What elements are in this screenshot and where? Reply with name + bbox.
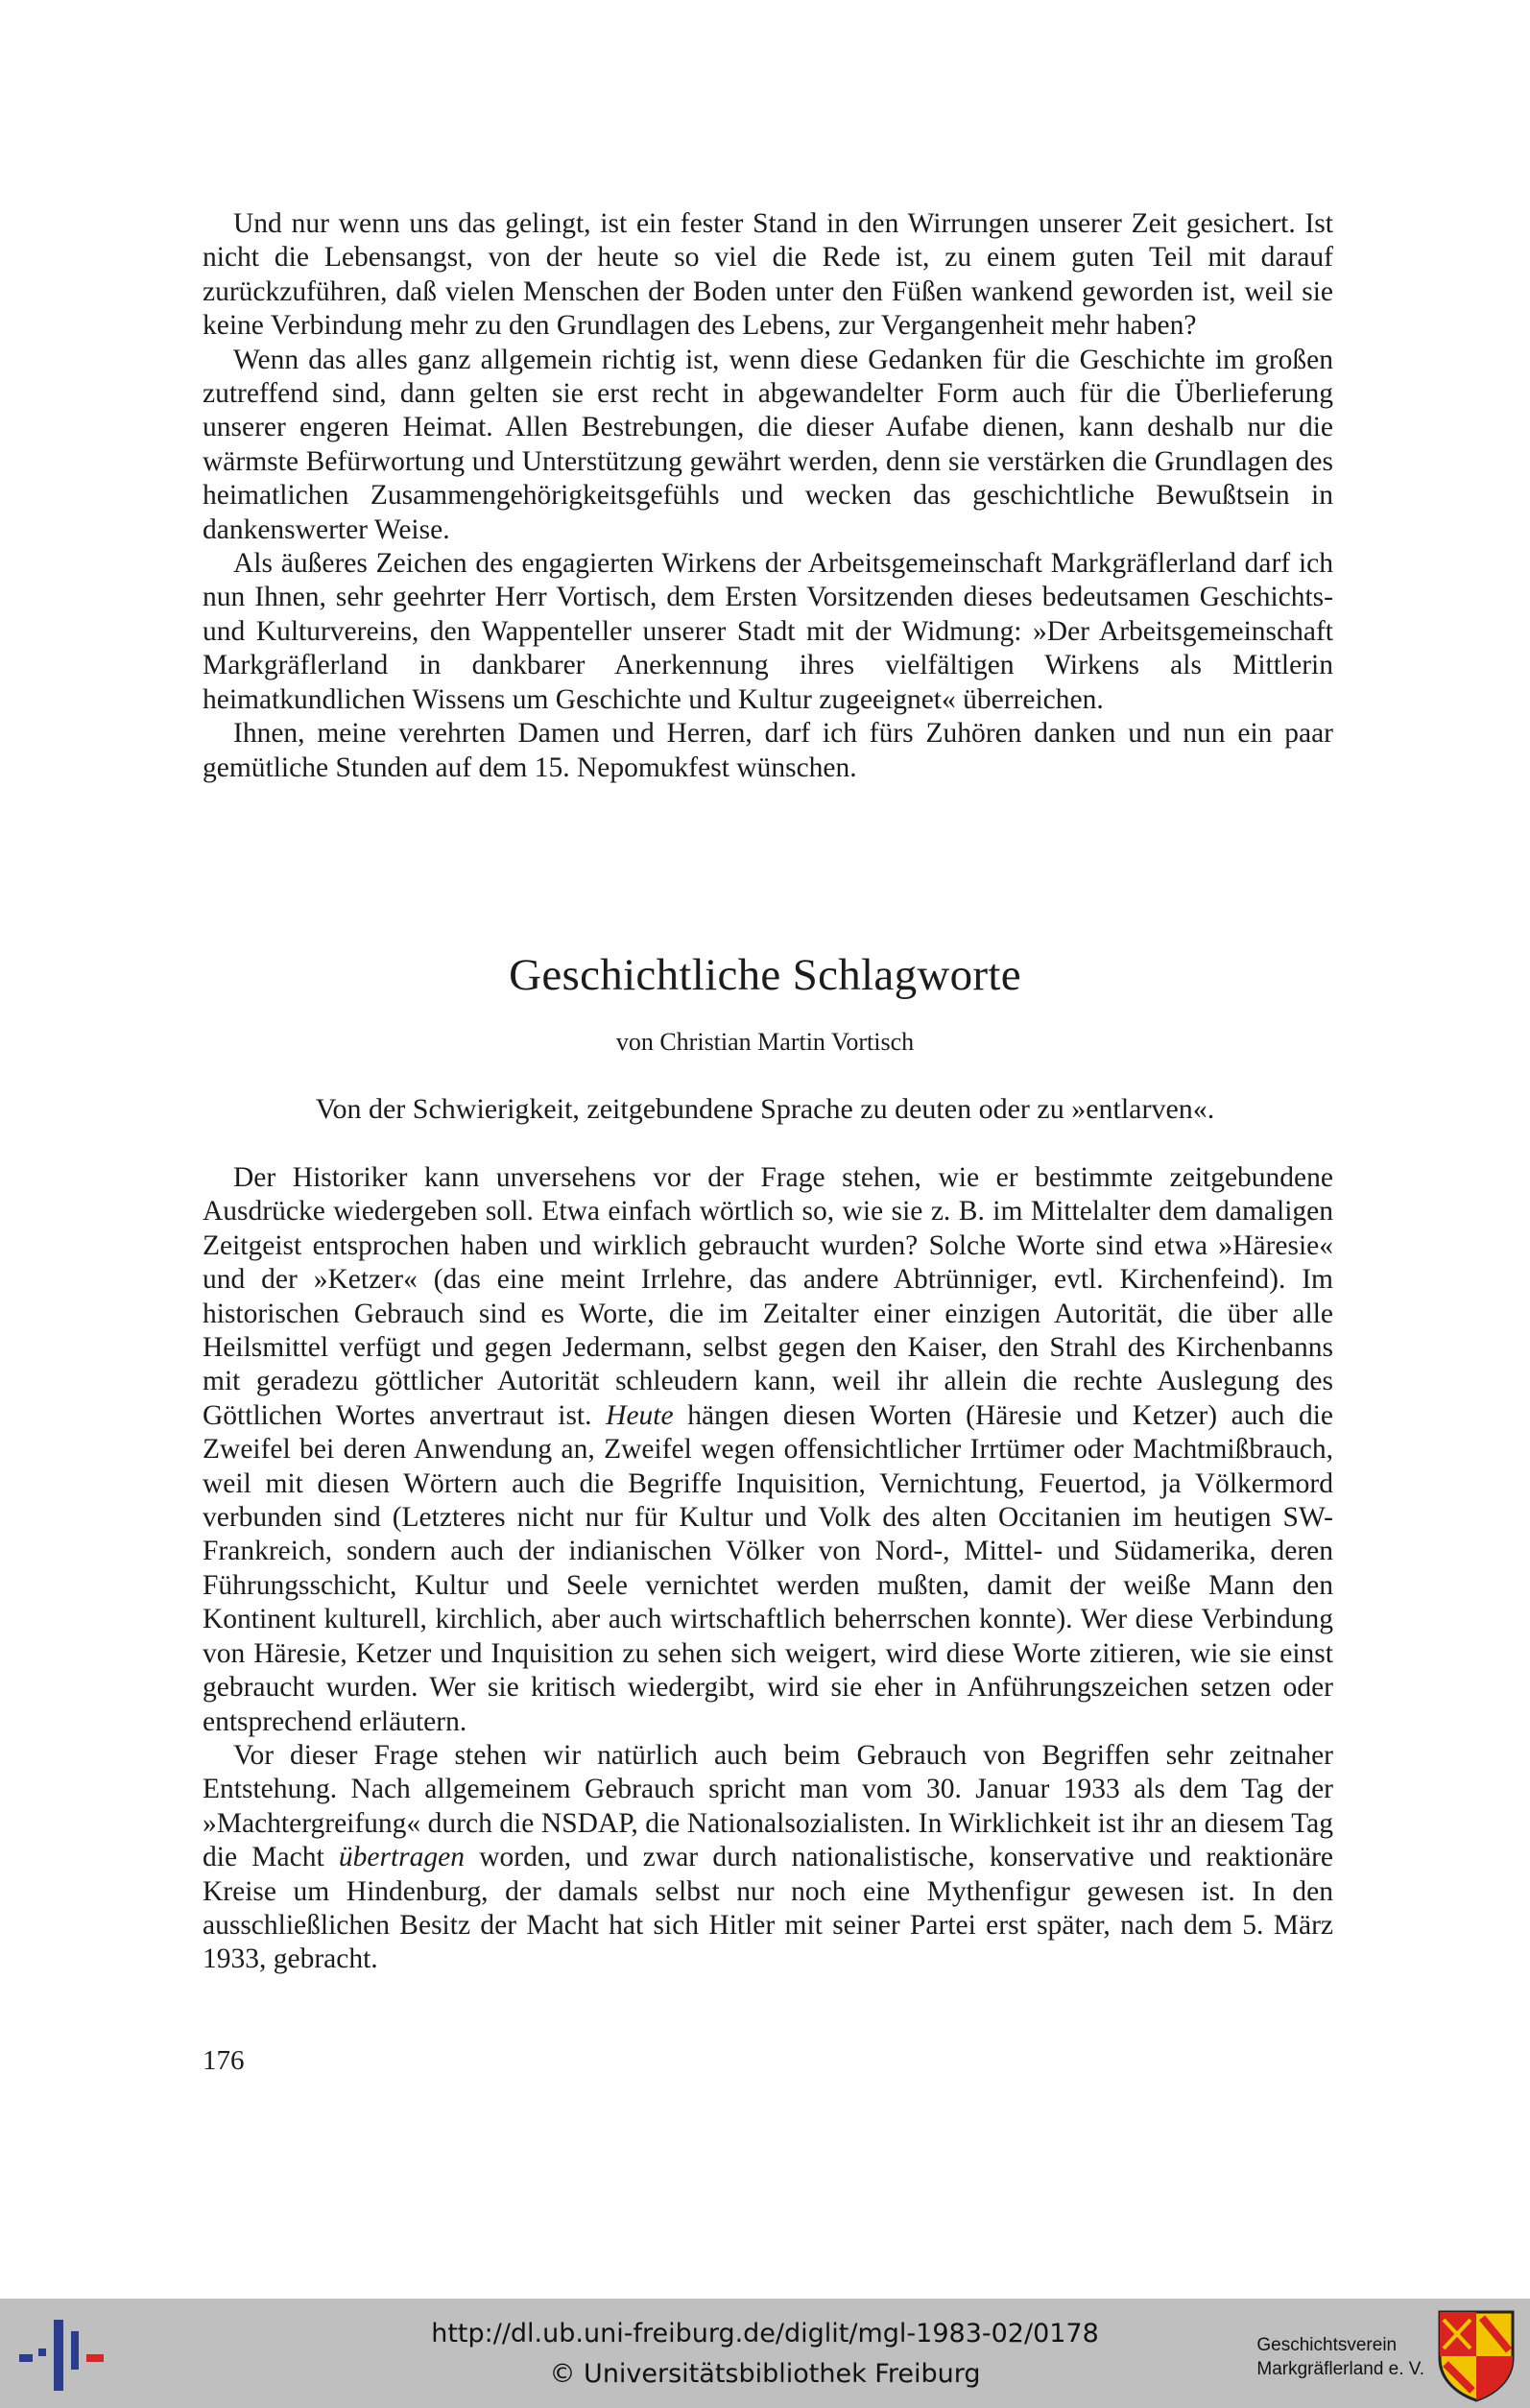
coat-of-arms-icon[interactable] bbox=[1436, 2308, 1517, 2402]
footer-organization[interactable] bbox=[1256, 2333, 1424, 2381]
paragraph-text: worden, und zwar durch nationalistische, konservative und reaktionäre Kreise um Hindenburg, der damals selbst nur noch eine Mythenfigur gewesen ist. In den ausschließlichen Besitz der Macht hat sich Hitler mit seiner Partei erst später, nach dem 5. März 1933, gebracht. bbox=[203, 1842, 1334, 1975]
footer-copyright: © Universitätsbibliothek Freiburg bbox=[549, 2359, 981, 2389]
paragraph-text: Vor dieser Frage stehen wir natürlich auch beim Gebrauch von Begriffen sehr zeitnaher Entstehung. Nach allgemeinem Gebrauch spricht man vom 30. Januar 1933 als dem Tag der »Machtergreifung« durch die NSDAP, die Nationalsozialisten. In Wirklichkeit ist ihr an diesem Tag die Macht bbox=[203, 1739, 1333, 1873]
org-name-line-2: Markgräflerland e. V. bbox=[1256, 2359, 1424, 2379]
article-body bbox=[203, 1161, 1333, 1977]
page-number: 176 bbox=[203, 2045, 245, 2076]
emphasis-text: übertragen bbox=[338, 1842, 465, 1873]
paragraph: Ihnen, meine verehrten Damen und Herren, darf ich fürs Zuhören danken und nun ein paar gemütliche Stunden auf dem 15. Nepomukfest wünschen. bbox=[203, 718, 1333, 783]
footer-bar bbox=[0, 2299, 1530, 2408]
footer-url-link[interactable]: http://dl.ub.uni-freiburg.de/diglit/mgl-1983-02/0178 bbox=[431, 2319, 1099, 2348]
article-subtitle: Von der Schwierigkeit, zeitgebundene Sprache zu deuten oder zu »entlarven«. bbox=[315, 1093, 1215, 1125]
emphasis-text: Heute bbox=[606, 1399, 674, 1431]
speech-text-block bbox=[203, 207, 1333, 785]
paragraph: Und nur wenn uns das gelingt, ist ein fester Stand in den Wirrungen unserer Zeit gesichert. Ist nicht die Lebensangst, von der heute so viel die Rede ist, zu einem guten Teil mit darauf zurückzuführen, daß vielen Menschen der Boden unter den Füßen wankend geworden ist, weil sie keine Verbindung mehr zu den Grundlagen des Lebens, zur Vergangenheit mehr haben? bbox=[203, 208, 1333, 342]
paragraph bbox=[203, 1739, 1333, 1977]
paragraph-text: hängen diesen Worten (Häresie und Ketzer) auch die Zweifel bei deren Anwendung an, Zweifel wegen offensichtlicher Irrtümer oder Machtmißbrauch, weil mit diesen Wörtern auch die Begriffe Inquisition, Vernichtung, Feuertod, ja Völkermord verbunden sind (Letzteres nicht nur für Kultur und Volk des alten Occitanien im heutigen SW-Frankreich, sondern auch der indianischen Völker von Nord-, Mittel- und Südamerika, deren Führungsschicht, Kultur und Seele vernichtet werden mußten, damit der weiße Mann den Kontinent kulturell, kirchlich, aber auch wirtschaftlich beherrschen konnte). Wer diese Verbindung von Häresie, Ketzer und Inquisition zu sehen sich weigert, wird diese Worte zitieren, wie sie einst gebraucht wurden. Wer sie kritisch wiedergibt, wird sie eher in Anführungszeichen setzen oder entsprechend erläutern. bbox=[203, 1399, 1333, 1737]
paragraph bbox=[203, 1161, 1333, 1739]
org-name-line-1: Geschichtsverein bbox=[1256, 2335, 1398, 2355]
paragraph: Als äußeres Zeichen des engagierten Wirkens der Arbeitsgemeinschaft Markgräflerland darf ich nun Ihnen, sehr geehrter Herr Vortisch, dem Ersten Vorsitzenden dieses bedeutsamen Geschichts- und Kulturvereins, den Wappenteller unserer Stadt mit der Widmung: »Der Arbeitsgemeinschaft Markgräflerland in dankbarer Anerkennung ihres vielfältigen Wirkens als Mittlerin heimatkundlichen Wissens um Geschichte und Kultur zugeeignet« überreichen. bbox=[203, 548, 1333, 715]
paragraph: Wenn das alles ganz allgemein richtig ist, wenn diese Gedanken für die Geschichte im großen zutreffend sind, dann gelten sie erst recht in abgewandelter Form auch für die Überlieferung unserer engeren Heimat. Allen Bestrebungen, die dieser Aufabe dienen, kann deshalb nur die wärmste Befürwortung und Unterstützung gewährt werden, denn sie verstärken die Grundlagen des heimatlichen Zusammengehörigkeitsgefühls und wecken das geschichtliche Bewußtsein in dankenswerter Weise. bbox=[203, 344, 1333, 545]
paragraph-text: Der Historiker kann unversehens vor der Frage stehen, wie er bestimmte zeitgebundene Ausdrücke wiedergeben soll. Etwa einfach wörtlich so, wie sie z. B. im Mittelalter dem damaligen Zeitgeist entsprochen haben und wirklich gebraucht wurden? Solche Worte sind etwa »Häresie« und der »Ketzer« (das eine meint Irrlehre, das andere Abtrünniger, evtl. Kirchenfeind). Im historischen Gebrauch sind es Worte, die im Zeitalter einer einzigen Autorität, die über alle Heilsmittel verfügt und gegen Jedermann, selbst gegen den Kaiser, den Strahl des Kirchenbanns mit geradezu göttlicher Autorität schleudern kann, weil ihr allein die rechte Auslegung des Göttlichen Wortes anvertraut ist. bbox=[203, 1162, 1333, 1431]
article-byline: von Christian Martin Vortisch bbox=[615, 1028, 915, 1056]
article-title: Geschichtliche Schlagworte bbox=[509, 950, 1021, 1000]
